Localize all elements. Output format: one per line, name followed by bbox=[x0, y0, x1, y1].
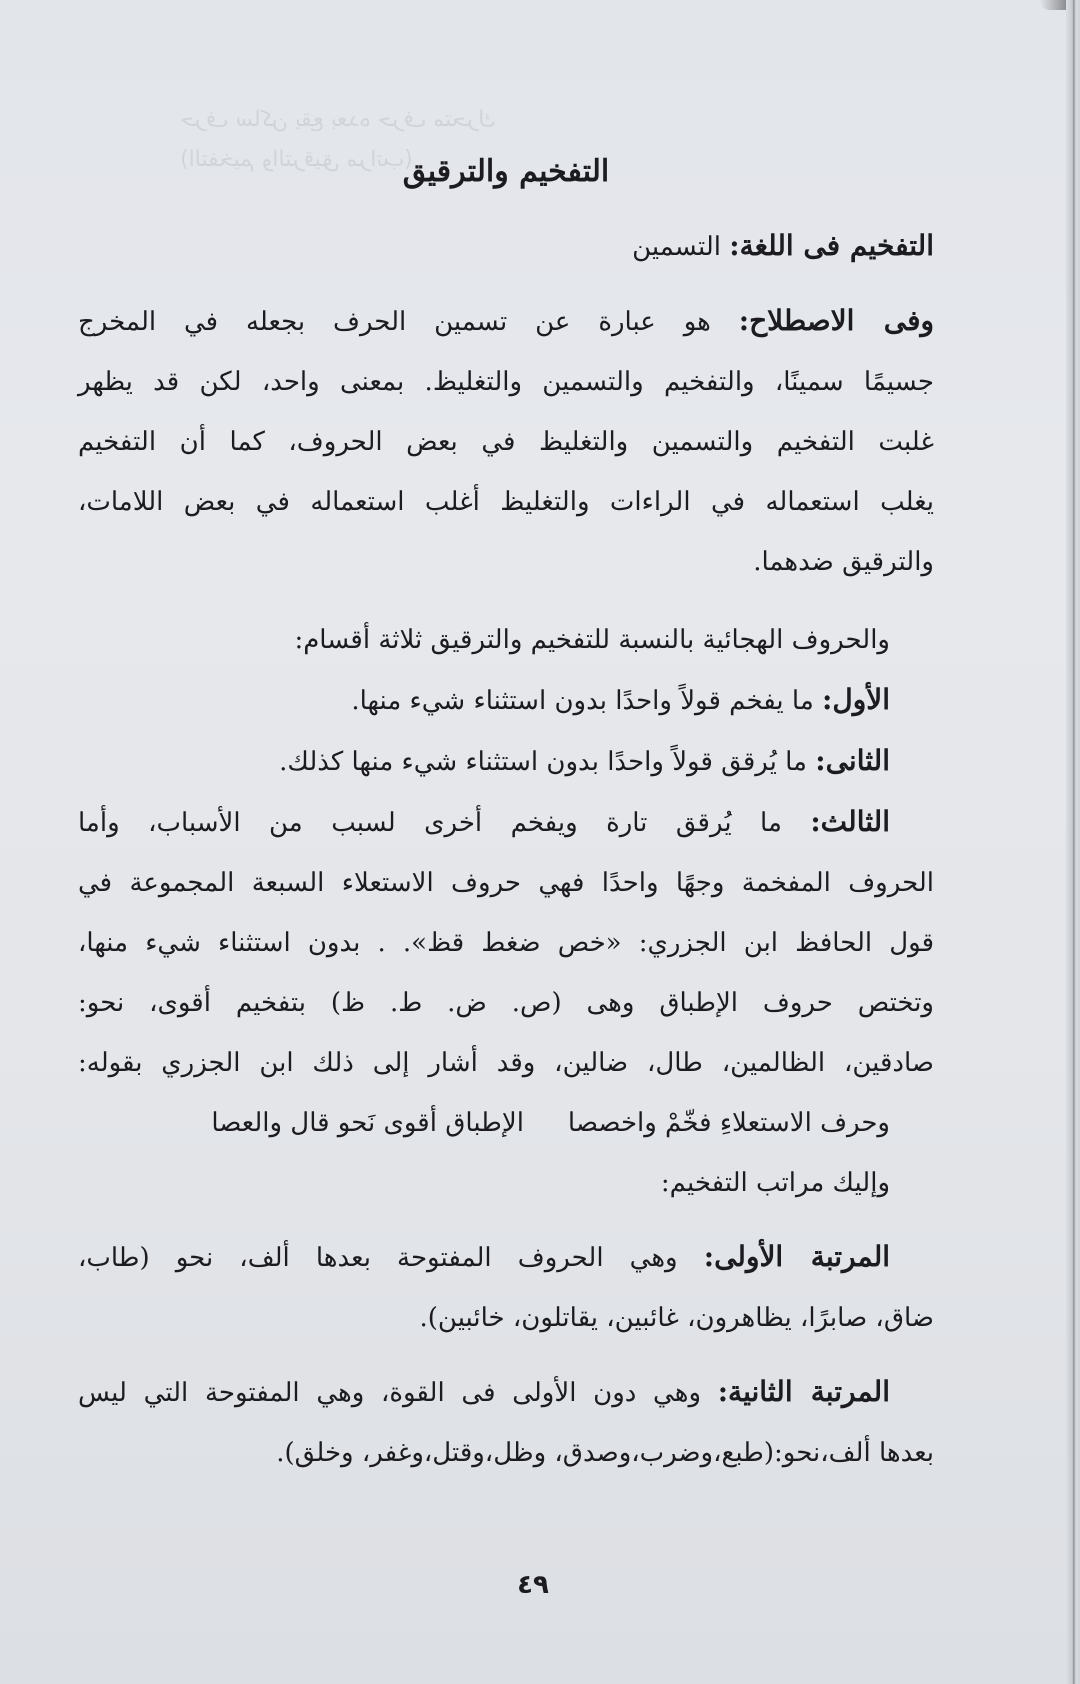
division-third-line: قول الحافظ ابن الجزري: «خص ضغط قظ». . بدون استثناء شيء منها، bbox=[78, 928, 934, 958]
definition-lugha-text: التسمين bbox=[632, 232, 721, 262]
definition-istilah bbox=[78, 291, 934, 592]
division-second bbox=[78, 731, 934, 792]
poetry-verse bbox=[78, 1093, 934, 1153]
division-first bbox=[78, 670, 934, 731]
bleed-line: حرف ساكن يقع بعده حرف متحرك bbox=[180, 107, 497, 132]
rank-first bbox=[78, 1227, 934, 1348]
page-binding-edge bbox=[1066, 0, 1080, 1684]
division-second-text: ما يُرقق قولاً واحدًا بدون استثناء شيء منها كذلك. bbox=[279, 747, 807, 777]
division-first-label: الأول: bbox=[822, 683, 890, 716]
bleed-line: (التفخيم والترقيق مراتب) bbox=[180, 147, 413, 172]
page-number: ٤٩ bbox=[517, 1570, 549, 1600]
definition-lugha bbox=[78, 216, 934, 277]
rank-first-line: ضاق، صابرًا، يظاهرون، غائبين، يقاتلون، خائبين). bbox=[419, 1303, 934, 1333]
text-run: وهي دون الأولى فى القوة، وهي المفتوحة التي ليس bbox=[78, 1378, 701, 1408]
division-third bbox=[78, 792, 934, 853]
verse-hemistich-left: الإطباق أقوى نَحو قال والعصا bbox=[211, 1108, 524, 1138]
division-second-label: الثانى: bbox=[815, 744, 890, 777]
divisions-section bbox=[78, 610, 934, 1093]
rank-second bbox=[78, 1362, 934, 1483]
division-first-text: ما يفخم قولاً واحدًا بدون استثناء شيء منها. bbox=[351, 686, 814, 716]
divisions-intro: والحروف الهجائية بالنسبة للتفخيم والترقيق ثلاثة أقسام: bbox=[294, 625, 890, 655]
rank-second-line bbox=[78, 1362, 934, 1423]
definition-istilah-line: غلبت التفخيم والتسمين والتغليظ في بعض الحروف، كما أن التفخيم bbox=[78, 427, 934, 457]
division-third-label: الثالث: bbox=[810, 805, 890, 838]
text-run: وهي الحروف المفتوحة بعدها ألف، نحو (طاب، bbox=[78, 1243, 678, 1273]
rank-second-label: المرتبة الثانية: bbox=[717, 1375, 890, 1408]
rank-first-line bbox=[78, 1227, 934, 1288]
rank-first-label: المرتبة الأولى: bbox=[703, 1240, 891, 1273]
definition-istilah-label: وفى الاصطلاح: bbox=[738, 304, 935, 337]
page-content bbox=[78, 150, 934, 1483]
division-third-line: الحروف المفخمة وجهًا واحدًا فهي حروف الاستعلاء السبعة المجموعة في bbox=[78, 868, 934, 898]
definition-istilah-line: والترقيق ضدهما. bbox=[753, 547, 934, 577]
definition-istilah-line: يغلب استعماله في الراءات والتغليظ أغلب استعماله في بعض اللامات، bbox=[78, 487, 934, 517]
division-third-line: وتختص حروف الإطباق وهى (ص. ض. ط. ظ) بتفخيم أقوى، نحو: bbox=[78, 988, 934, 1018]
ranks-intro: وإليك مراتب التفخيم: bbox=[660, 1168, 890, 1198]
definition-lugha-label: التفخيم فى اللغة: bbox=[729, 229, 934, 262]
text-run: ما يُرقق تارة ويفخم أخرى لسبب من الأسباب، وأما bbox=[78, 808, 782, 838]
text-run: هو عبارة عن تسمين الحرف بجعله في المخرج bbox=[78, 307, 711, 337]
page-title: التفخيم والترقيق bbox=[402, 154, 610, 189]
rank-second-line: بعدها ألف،نحو:(طبع،وضرب،وصدق، وظل،وقتل،وغفر، وخلق). bbox=[276, 1438, 934, 1468]
definition-istilah-line bbox=[78, 291, 934, 352]
verse-hemistich-right: وحرف الاستعلاءِ فخّمْ واخصصا bbox=[567, 1108, 890, 1138]
definition-istilah-line: جسيمًا سمينًا، والتفخيم والتسمين والتغليظ. بمعنى واحد، لكن قد يظهر bbox=[78, 367, 934, 397]
division-third-line: صادقين، الظالمين، طال، ضالين، وقد أشار إلى ذلك ابن الجزري بقوله: bbox=[78, 1048, 934, 1078]
